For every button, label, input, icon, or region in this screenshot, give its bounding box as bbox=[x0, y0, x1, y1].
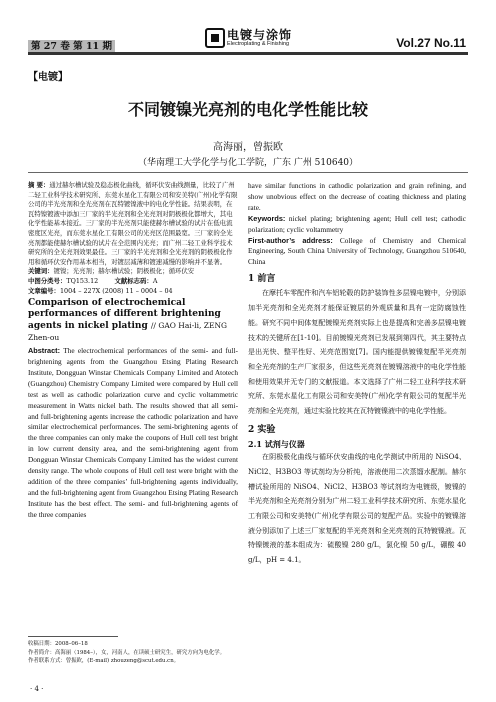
abstract-en-text: The electrochemical performances of the semi- and full-brightening agents from the Guangzhou Etsing Plating Research Institute, Dongguan Winstar Chemicals Company Limited and Atotech (Guangzhou) Chemistry Company Limited were compared by Hull cell test as well as cathodic polarization curve and cyclic voltammetric measurement in Watts nickel bath. The results showed that all semi- and full-brightening agents increase the cathodic polarization and have similar electrochemical performances. The semi-brightening agents of the three companies can only make the coupons of Hull cell test bright in low current density area, and the semi-brightening agent from Dongguan Winstar Chemicals Company Limited has the widest current density range. The whole coupons of Hull cell test were bright with the addition of the three companies’ full-brightening agents individually, and the full-brightening agent from Guangzhou Etsing Plating Research Institute has the best effect. The semi- and full-brightening agents of the three companies bbox=[28, 346, 238, 519]
section-2-1-heading: 2.1 试剂与仪器 bbox=[248, 438, 305, 449]
keywords-cn-label: 关键词： bbox=[28, 267, 54, 276]
class-label: 中图分类号： bbox=[28, 276, 67, 285]
article-value: 1004 – 227X (2008) 11 – 0004 – 04 bbox=[59, 286, 173, 295]
journal-logo bbox=[205, 26, 305, 50]
footnote bbox=[28, 640, 238, 666]
issue-label: 第 27 卷 第 11 期 bbox=[28, 40, 115, 53]
paper-title: 不同镀镍光亮剂的电化学性能比较 bbox=[127, 100, 368, 119]
left-column bbox=[28, 181, 238, 521]
english-authors: // GAO Hai-li, ZENG Zhen-ou bbox=[28, 321, 228, 343]
logo-en: Electroplating & Finishing bbox=[227, 41, 290, 47]
abstract-en-label: Abstract: bbox=[28, 346, 61, 356]
class-number bbox=[28, 277, 238, 287]
abstract-cn-text: 通过赫尔槽试验及稳态极化曲线，循环伏安曲线测量，比较了广州二轻工业科学技术研究所、东莞水星化工有限公司和安美特(广州)化学有限公司的半光亮剂和全光亮剂在瓦特镀镍液中的电化学性能。结果表明，在瓦特镍镀液中添加三厂家的半光亮剂和全光亮剂对阴极极化都增大，其电化学性能基本接近。三厂家的半光亮剂只能使赫尔槽试验的试片在低电流密度区光亮，而东莞水星化工有限公司的光亮区范围最宽。三厂家的全光亮剂都能使赫尔槽试验的试片在全范围内光亮；而广州二轻工业科学技术研究所的全光亮剂效果最佳。三厂家的半光亮剂和全光亮剂的阴极极化作用和循环伏安作用基本相当，对镀层减薄和镀速减慢的影响并不显著。 bbox=[28, 181, 238, 266]
section-1-heading: 1 前言 bbox=[248, 274, 276, 285]
doc-code-value: A bbox=[152, 276, 158, 285]
issue-info bbox=[28, 38, 115, 52]
section-2-1-body: 在阴极极化曲线与循环伏安曲线的电化学测试中所用的 NiSO4、NiCl2、H3BO3 等试剂均为分析纯，溶液使用二次蒸馏水配制。赫尔槽试验所用的 NiSO4、NiCl2、H3BO3 等试剂均为电镀级，镀镍的半光亮剂和全光亮剂分别为广州二轻工业科学技术研究所、东莞水星化工有限公司和安美特(广州)化学有限公司的复配产品。实验中的镀镍溶液分别添加了上述三厂家复配的半光亮剂和全光亮剂的瓦特镀镍液。瓦特镍镀液的基本组成为：硫酸镍 280 g/L，氯化镍 50 g/L，硼酸 40 g/L，pH = 4.1。 bbox=[248, 453, 466, 565]
section-2-heading: 2 实验 bbox=[248, 424, 276, 435]
abstract-en bbox=[28, 346, 238, 521]
abstract-cn-label: 摘 要： bbox=[28, 181, 50, 189]
authors: 高海丽，曾振欧 bbox=[213, 142, 283, 153]
affiliation: （华南理工大学化学与化工学院，广东 广州 510640） bbox=[137, 158, 359, 168]
article-number bbox=[28, 287, 238, 297]
doc-code-label: 文献标志码： bbox=[114, 276, 153, 285]
keywords-cn bbox=[28, 267, 238, 277]
keywords-cn-text: 镀镍；光亮剂；赫尔槽试验；阴极极化；循环伏安 bbox=[53, 267, 195, 276]
author-address bbox=[248, 236, 466, 269]
abstract-cn bbox=[28, 181, 238, 267]
author-bio: 作者简介：高海丽（1984–），女，河南人，在读硕士研究生，研究方向为电化学。 bbox=[28, 649, 225, 656]
volume-info: Vol.27 No.11 bbox=[396, 36, 466, 50]
address-text: College of Chemistry and Chemical Engineering, South China University of Technology, Guangzhou 510640, China bbox=[248, 235, 466, 267]
keywords-en-text: nickel plating; brightening agent; Hull cell test; cathodic polarization; cyclic voltammetry bbox=[248, 213, 466, 234]
header-rule bbox=[28, 52, 468, 55]
address-label: First-author’s address: bbox=[248, 235, 333, 245]
class-value: TQ153.12 bbox=[66, 276, 99, 285]
logo-cn: 电镀与涂饰 bbox=[227, 28, 293, 42]
english-title-text: Comparison of electrochemical performances of different brightening agents in nickel plating bbox=[28, 298, 221, 332]
page-number: · 4 · bbox=[30, 685, 44, 693]
abstract-en-continued: have similar functions in cathodic polarization and grain refining, and show unobvious effect on the decrease of coating thickness and plating rate. bbox=[248, 181, 466, 212]
title-divider bbox=[28, 172, 468, 173]
keywords-en-label: Keywords: bbox=[248, 213, 286, 223]
logo-icon bbox=[205, 28, 225, 48]
keywords-en bbox=[248, 214, 466, 236]
english-title bbox=[28, 298, 238, 344]
column-tag: 【电镀】 bbox=[28, 72, 68, 83]
article-label: 文章编号： bbox=[28, 286, 60, 295]
section-1-body: 在摩托车零配件和汽车铝轮毂的防护装饰性多层镍电镀中，分别添加半光亮剂和全光亮剂才能保证镀层的外观质量和具有一定防腐蚀性能。研究不同中间体复配镀镍光亮剂实际上也是提高和完善多层镍电镀技术的关键所在[1-10]。目前镀镍光亮剂已发展到第四代，其主要特点是出光快、整平性好、光亮范围宽[7]。国内能提供镀镍复配半光亮剂和全光亮剂的生产厂家很多，但这些光亮剂在镀镍溶液中的电化学性能和使用效果并无专门的文献报道。本文选择了广州二轻工业科学技术研究所、东莞水星化工有限公司和安美特(广州)化学有限公司的复配半光亮剂和全光亮剂，通过实验比较其在瓦特镀镍液中的电化学性能。 bbox=[248, 289, 466, 416]
contact-info: 作者联系方式：曾振欧，(E-mail) zhouzeng@scut.edu.cn。 bbox=[28, 658, 180, 665]
received-date: 收稿日期：2008–06–18 bbox=[28, 641, 88, 647]
footnote-rule bbox=[28, 636, 118, 637]
right-column bbox=[248, 181, 466, 568]
